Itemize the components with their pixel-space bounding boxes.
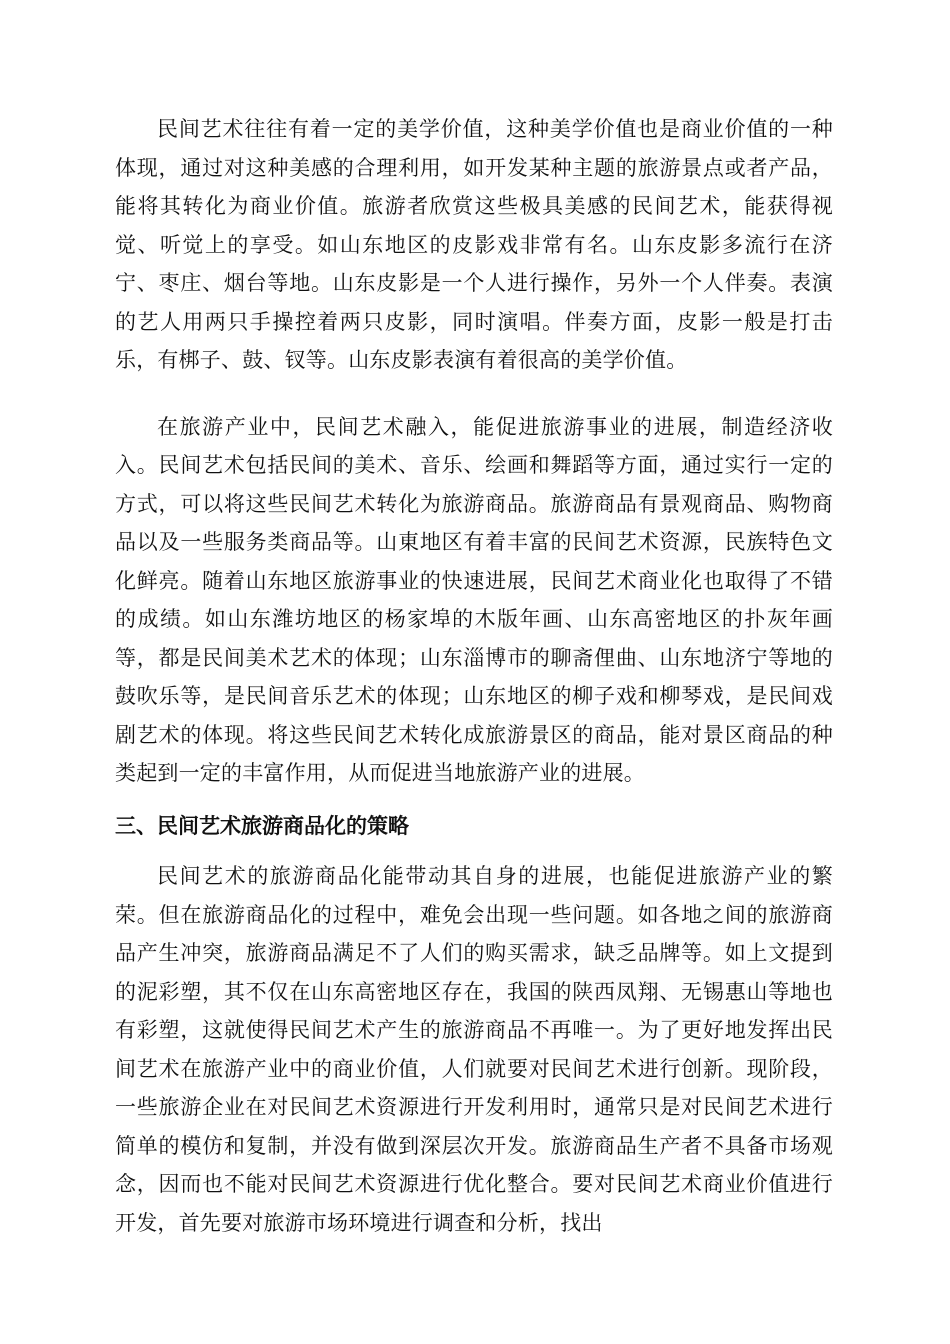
paragraph-tourism-industry: 在旅游产业中，民间艺术融入，能促进旅游事业的进展，制造经济收入。民间艺术包括民间的美术、音乐、绘画和舞蹈等方面，通过实行一定的方式，可以将这些民间艺术转化为旅游商品。旅游商品有景观商品、购物商品以及一些服务类商品等。山東地区有着丰富的民间艺术资源，民族特色文化鲜亮。随着山东地区旅游事业的快速进展，民间艺术商业化也取得了不错的成绩。如山东潍坊地区的杨家埠的木版年画、山东高密地区的扑灰年画等，都是民间美术艺术的体现；山东淄博市的聊斋俚曲、山东地济宁等地的鼓吹乐等，是民间音乐艺术的体现；山东地区的柳子戏和柳琴戏，是民间戏剧艺术的体现。将这些民间艺术转化成旅游景区的商品，能对景区商品的种类起到一定的丰富作用，从而促进当地旅游产业的进展。 <box>115 414 833 785</box>
document-body <box>115 110 833 1242</box>
paragraph-aesthetic-value: 民间艺术往往有着一定的美学价值，这种美学价值也是商业价值的一种体现，通过对这种美感的合理利用，如开发某种主题的旅游景点或者产品，能将其转化为商业价值。旅游者欣赏这些极具美感的民间艺术，能获得视觉、听觉上的享受。如山东地区的皮影戏非常有名。山东皮影多流行在济宁、枣庄、烟台等地。山东皮影是一个人进行操作，另外一个人伴奏。表演的艺人用两只手操控着两只皮影，同时演唱。伴奏方面，皮影一般是打击乐，有梆子、鼓、钗等。山东皮影表演有着很高的美学价值。 <box>115 117 833 372</box>
section-heading: 三、民间艺术旅游商品化的策略 <box>115 813 409 838</box>
paragraph-commercialization-strategy: 民间艺术的旅游商品化能带动其自身的进展，也能促进旅游产业的繁荣。但在旅游商品化的过程中，难免会出现一些问题。如各地之间的旅游商品产生冲突，旅游商品满足不了人们的购买需求，缺乏品牌等。如上文提到的泥彩塑，其不仅在山东高密地区存在，我国的陕西凤翔、无锡惠山等地也有彩塑，这就使得民间艺术产生的旅游商品不再唯一。为了更好地发挥出民间艺术在旅游产业中的商业价值，人们就要对民间艺术进行创新。现阶段，一些旅游企业在对民间艺术资源进行开发利用时，通常只是对民间艺术进行简单的模仿和复制，并没有做到深层次开发。旅游商品生产者不具备市场观念，因而也不能对民间艺术资源进行优化整合。要对民间艺术商业价值进行开发，首先要对旅游市场环境进行调查和分析，找出 <box>115 864 833 1235</box>
